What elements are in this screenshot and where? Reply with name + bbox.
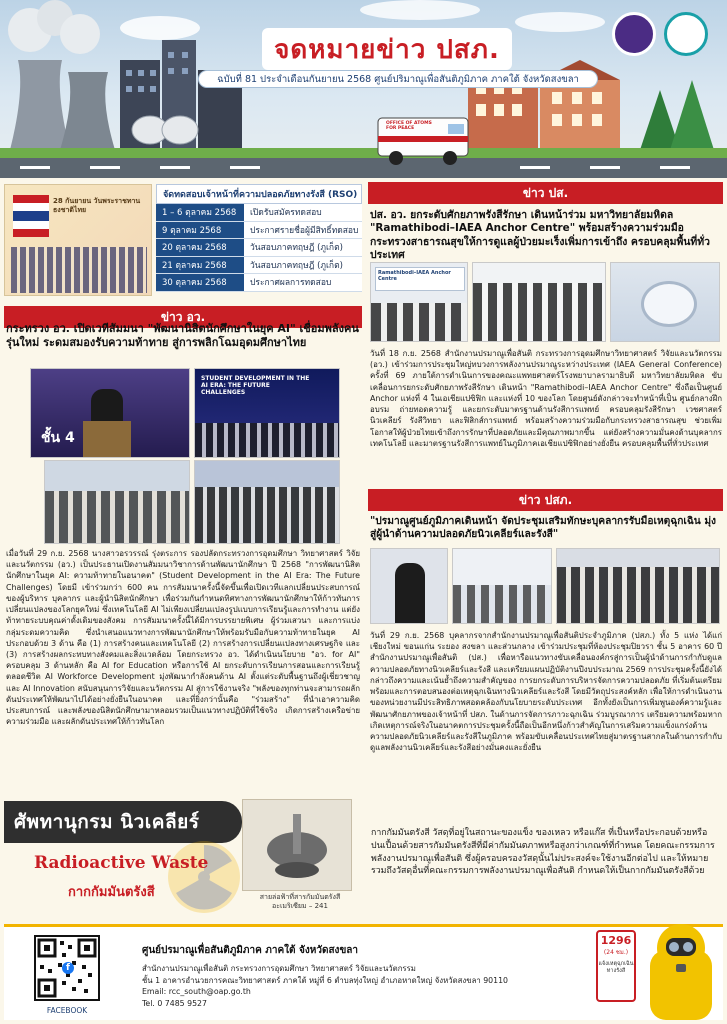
right1-photo-machine: [610, 262, 720, 342]
glossary-term-en: Radioactive Waste: [34, 853, 209, 873]
right2-photo-meeting: [452, 548, 552, 624]
footer-email[interactable]: Email: rcc_south@oap.go.th: [142, 987, 251, 996]
right2-photo-group: [556, 548, 720, 624]
newsletter-title: จดหมายข่าว ปสภ.: [274, 34, 500, 65]
lightning-rod-icon: [243, 800, 351, 890]
hotline-message: แจ้งเหตุฉุกเฉินทางรังสี: [598, 961, 634, 974]
facebook-icon: f: [62, 962, 74, 974]
rso-date: 1 – 6 ตุลาคม 2568: [156, 204, 244, 221]
hazmat-worker-icon: [636, 920, 726, 1020]
right-article-1-title: ปส. อว. ยกระดับศักยภาพรังสีรักษา เดินหน้าร่วม มหาวิทยาลัยมหิดล "Ramathibodi–IAEA Anchor Centre" พร้อมสร้างความร่วมมือกระทรวงสาธารณสุขให้การดูแลผู้ป่วยมะเร็งเพิ่มการเข้าถึง ครอบคลุมพื้นที่ทั่วประเทศ: [370, 209, 710, 261]
rso-event: วันสอบภาคทฤษฎี (ภูเก็ต): [244, 239, 362, 256]
footer-address-1: สำนักงานปรมาณูเพื่อสันติ กระทรวงการอุดมศึกษา วิทยาศาสตร์ วิจัยและนวัตกรรม: [142, 964, 416, 973]
right1-photo-banner: [370, 262, 468, 342]
section-header-mhesi: ข่าว อว.: [4, 306, 362, 328]
footer-address-2: ชั้น 1 อาคารอำนวยการคณะวิทยาศาสตร์ ภาคใต้ หมู่ที่ 6 ตำบลทุ่งใหญ่ อำเภอหาดใหญ่ จังหวัดสงขลา 90110: [142, 976, 509, 985]
footer-phone[interactable]: Tel. 0 7485 9527: [142, 999, 207, 1008]
issue-line: ฉบับที่ 81 ประจำเดือนกันยายน 2568 ศูนย์ปริมาณูเพื่อสันติภูมิภาค ภาคใต้ จังหวัดสงขลา: [198, 70, 598, 88]
right-article-2-title: "ปรมาณูศูนย์ภูมิภาคเดินหน้า จัดประชุมเสริมทักษะบุคลากรรับมือเหตุฉุกเฉิน มุ่งสู่ผู้นำด้านความปลอดภัยนิวเคลียร์และรังสี": [370, 516, 717, 541]
rso-schedule-table: [156, 184, 362, 292]
hotline-card[interactable]: [596, 930, 636, 1002]
poster-title: 28 กันยายน วันพระราชทานธงชาติไทย: [53, 197, 141, 214]
left-photo-screen: [194, 368, 340, 458]
rso-date: 21 ตุลาคม 2568: [156, 257, 244, 274]
flag-day-poster: [4, 184, 152, 296]
hotline-hours: (24 ชม.): [603, 949, 629, 956]
anchor-centre-banner: Ramathibodi–IAEA Anchor Centre: [375, 267, 465, 291]
section-header-regional: ข่าว ปสภ.: [368, 489, 723, 511]
table-row: [156, 274, 362, 292]
left-photo-speaker: [30, 368, 190, 458]
screen-caption: STUDENT DEVELOPMENT IN THE AI ERA: THE FUTURE CHALLENGES: [201, 375, 310, 397]
table-row: [156, 239, 362, 257]
rso-event: ประกาศรายชื่อผู้มีสิทธิ์ทดสอบ: [244, 222, 362, 239]
glossary-heading: ศัพทานุกรม นิวเคลียร์: [4, 801, 242, 843]
left-photo-group: [194, 460, 340, 544]
newsletter-title-box: [262, 28, 512, 70]
floor-label: ชั้น 4: [41, 430, 75, 446]
rso-heading: จัดทดสอบเจ้าหน้าที่ความปลอดภัยทางรังสี (RSO): [156, 184, 362, 204]
glossary-caption: สายล่อฟ้าที่สารกัมมันตรังสี อะเมริเซียม – 241: [259, 893, 341, 911]
rso-date: 20 ตุลาคม 2568: [156, 239, 244, 256]
section-header-oap: ข่าว ปส.: [368, 182, 723, 204]
hotline-number: 1296: [600, 934, 632, 947]
radiation-icon: [164, 837, 244, 917]
glossary-term-th: กากกัมมันตรังสี: [68, 885, 155, 900]
table-row: [156, 204, 362, 222]
rso-event: ประกาศผลการทดสอบ: [244, 274, 362, 291]
footer-org-name: ศูนย์ปรมาณูเพื่อสันติภูมิภาค ภาคใต้ จังหวัดสงขลา: [142, 945, 359, 956]
rso-event: เปิดรับสมัครทดสอบ: [244, 204, 362, 221]
table-row: [156, 222, 362, 240]
table-row: [156, 257, 362, 275]
right-article-1-body: วันที่ 18 ก.ย. 2568 สำนักงานปรมาณูเพื่อสันติ กระทรวงการอุดมศึกษาวิทยาศาสตร์ วิจัยและนวัตกรรม (อว.) เข้าร่วมการประชุมใหญ่ทบวงการพลังงานปรมาณูระหว่างประเทศ (IAEA General Conference) ครั้งที่ 69 ภายใต้การดำเนินการของคณะแพทยศาสตร์โรงพยาบาลรามาธิบดี มหาวิทยาลัยมหิดล ขับเคลื่อนการยกระดับศักยภาพรังสีรักษา เดินหน้า "Ramathibodi–IAEA Anchor Centre" ซึ่งถือเป็นศูนย์ Anchor แห่งที่ 4 ในเอเชียแปซิฟิก และแห่งที่ 10 ของโลก โดยศูนย์ดังกล่าวจะทำหน้าที่เป็น ศูนย์กลางฝึกอบรม ถ่ายทอดความรู้ และยกระดับมาตรฐานด้านรังสีการแพทย์ ครอบคลุมรังสีรักษา เวชศาสตร์นิวเคลียร์ รังสีวิทยา และฟิสิกส์การแพทย์ พร้อมสร้างความร่วมมือกับกระทรวงสาธารณสุข ช่วยเพิ่มโอกาสให้ผู้ป่วยไทยเข้าถึงการรักษาที่ปลอดภัยและมีคุณภาพมากขึ้น แต่ยังสร้างความมั่นคงด้านบุคลากร เทคโนโลยี และมาตรฐานรังสีการแพทย์ในภูมิภาคเอเชียแปซิฟิกอย่างยั่งยืน ครอบคลุมพื้นที่ทั่วประเทศ: [370, 349, 722, 448]
header-banner: [0, 0, 727, 178]
thai-flag-icon: [11, 193, 51, 253]
rso-date: 9 ตุลาคม 2568: [156, 222, 244, 239]
left-article-body: เมื่อวันที่ 29 ก.ย. 2568 นางสาวอรวรรณ์ รุ่งตระการ รองปลัดกระทรวงการอุดมศึกษา วิทยาศาสตร์ วิจัยและนวัตกรรม (อว.) เป็นประธานเปิดงานสัมมนาวิชาการด้านพัฒนานักศึกษา ปี 2568 "การพัฒนานิสิตนักศึกษาในยุค AI: ความท้าทายในอนาคต" (Student Development in the AI Era: The Future Challenges) โดยมี เข้าร่วมกว่า 600 คน การสัมมนาครั้งนี้จัดขึ้นเพื่อเปิดเวทีแลกเปลี่ยนประสบการณ์ของผู้บริหาร บุคลากร และผู้นำนิสิตนักศึกษา เพื่อร่วมกันกำหนดทิศทางการพัฒนานักศึกษาให้ก้าวทันการเปลี่ยนแปลงของโลกยุคใหม่ ซึ่งเทคโนโลยี AI ไม่เพียงเปลี่ยนแปลงรูปแบบการเรียนรู้และการทำงาน แต่ยังท้าทายระบบคุณค่าดั้งเดิมของสังคม การสัมมนาครั้งนี้ได้มีการบรรยายพิเศษ ผู้ร่วมเสวนา และการแบ่งกลุ่มระดมความคิด ซึ่งนำเสนอแนวทางการพัฒนานักศึกษาให้พร้อมรับมือกับความท้าทายในยุค AI ประกอบด้วย 3 ด้าน คือ (1) การสร้างคนและเทคโนโลยี (2) การสร้างการเปลี่ยนแปลงทางเศรษฐกิจ และ (3) การสร้างผลกระทบทางสังคมและสิ่งแวดล้อม โดยกระทรวง อว. ได้ดำเนินนโยบาย "อว. for AI" ครอบคลุม 3 ด้านหลัก คือ AI for Education หรือการใช้ AI ยกระดับการเรียนการสอนและการเรียนรู้ตลอดชีวิต AI Workforce Development มุ่งพัฒนากำลังคนด้าน AI ตั้งแต่ระดับพื้นฐานถึงผู้เชี่ยวชาญ และ AI Innovation สนับสนุนการวิจัยและนวัตกรรม AI สู่การใช้งานจริง "พลังของทุกท่านจะสามารถผลักดันประเทศให้พัฒนาไปได้อย่างยั่งยืนในอนาคต และที่ยิ่งกว่านั้นคือ "ร่วมสร้าง" ที่นำเอาความคิด ประสบการณ์ และพลังของนิสิตนักศึกษามาหลอมรวมเป็นแนวทางปฏิบัติที่ใช้จริง เกิดการสร้างเครือข่ายความร่วมมือ และผลักดันประเทศให้ก้าวทันโลก: [6, 549, 360, 727]
ministry-logo-icon: [612, 12, 656, 56]
right1-photo-group: [472, 262, 606, 342]
glossary-section: [4, 797, 723, 919]
poster-group-photo: [11, 247, 147, 293]
rso-event: วันสอบภาคทฤษฎี (ภูเก็ต): [244, 257, 362, 274]
oap-logo-icon: [664, 12, 708, 56]
left-article-title: กระทรวง อว. เปิดเวทีสัมมนา "พัฒนานิสิตนักศึกษาในยุค AI" เชื่อมพลังคนรุ่นใหม่ ระดมสมองรับความท้าทาย สู่การพลิกโฉมอุดมศึกษาไทย: [6, 322, 359, 350]
right-article-2-body: วันที่ 29 ก.ย. 2568 บุคลากรจากสำนักงานปรมาณูเพื่อสันติประจำภูมิภาค (ปสภ.) ทั้ง 5 แห่ง ได้แก่ เชียงใหม่ ขอนแก่น ระยอง สงขลา และส่วนกลาง เข้าร่วมประชุมที่ห้องประชุมปิยวรา ชั้น 5 อาคาร 60 ปี สำนักงานปรมาณูเพื่อสันติ (ปส.) เพื่อหารือแนวทางขับเคลื่อนองค์กรสู่การเป็นผู้นำด้านการกำกับดูแลความปลอดภัยทางนิวเคลียร์และรังสี และเตรียมแผนปฏิบัติงานปีงบประมาณ 2569 การประชุมครั้งนี้ยังได้กล่าวถึงความและเน้นย้ำถึงความสำคัญของ การยกระดับการบริหารจัดการความปลอดภัย ที่เริ่มต้นเตรียมพร้อมและการตอบสนองต่อเหตุฉุกเฉินทางนิวเคลียร์และรังสี โดยมีวัตถุประสงค์หลัก เพื่อให้การดำเนินงานของหน่วยงานมีประสิทธิภาพสอดคล้องกับนโยบายระดับประเทศ อีกทั้งยังเป็นการเพิ่มพูนองค์ความรู้และพัฒนาศักยภาพของเจ้าหน้าที่ ปสภ. ในด้านการจัดการภาวะฉุกเฉิน ร่วมบูรณาการ เตรียมความพร้อมหากเกิดเหตุการณ์จริงในอนาคตการประชุมครั้งนี้ถือเป็นอีกหนึ่งก้าวสำคัญในการเสริมความแข็งแกร่งด้านความปลอดภัยนิวเคลียร์และรังสีในภูมิภาค พร้อมขับเคลื่อนประเทศไทยสู่มาตรฐานสากลในด้านการกำกับดูแลพลังงานนิวเคลียร์และรังสีอย่างมั่นคงและยั่งยืน: [370, 631, 722, 753]
right2-photo-speaker: [370, 548, 448, 624]
glossary-photo: [242, 799, 352, 891]
qr-label: FACEBOOK: [46, 1006, 88, 1015]
rso-date: 30 ตุลาคม 2568: [156, 274, 244, 291]
van-label: OFFICE OF ATOMS FOR PEACE: [386, 121, 432, 131]
left-photo-audience: [44, 460, 190, 544]
glossary-definition: กากกัมมันตรังสี วัสดุที่อยู่ในสถานะของแข็ง ของเหลว หรือแก๊ส ที่เป็นหรือประกอบด้วยหรือปนเปื้อนด้วยสารกัมมันตรังสีที่มีค่ากัมมันตภาพหรือสูงกว่าเกณฑ์ที่กำหนด โดยคณะกรรมการพลังงานปรมาณูเพื่อสันติ ซึ่งผู้ครอบครองวัสดุนั้นไม่ประสงค์จะใช้งานอีกต่อไป และให้หมายรวมถึงวัสดุอื่นที่คณะกรรมการพลังงานปรมาณูเพื่อสันติ กำหนดให้เป็นกากกัมมันตรังสีด้วย: [371, 828, 715, 877]
